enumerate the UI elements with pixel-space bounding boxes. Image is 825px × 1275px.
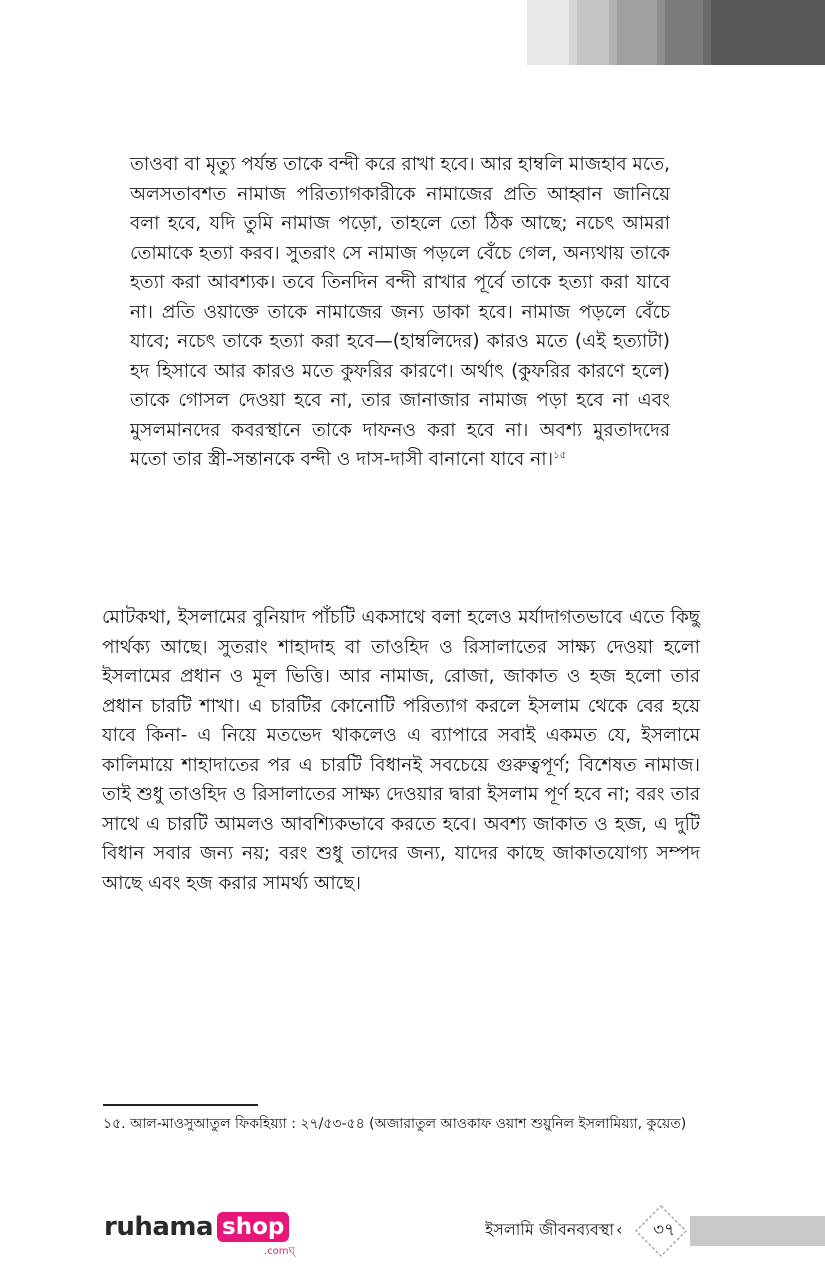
- quoted-passage: [130, 150, 670, 475]
- footnote-divider: [103, 1104, 258, 1106]
- stripe: [657, 0, 665, 65]
- footer-bar: [690, 1216, 825, 1246]
- stripe: [609, 0, 617, 65]
- stripe: [617, 0, 657, 65]
- footnote-ref[interactable]: ১৫: [553, 449, 567, 461]
- stripe: [711, 0, 825, 65]
- body-text: [102, 603, 700, 898]
- stripe: [577, 0, 609, 65]
- stripe: [569, 0, 577, 65]
- body-paragraph: মোটকথা, ইসলামের বুনিয়াদ পাঁচটি একসাথে বলা হলেও মর্যাদাগতভাবে এতে কিছু পার্থক্য আছে। সুতরাং শাহাদাহ বা তাওহিদ ও রিসালাতের সাক্ষ্য দেওয়া হলো ইসলামের প্রধান ও মূল ভিত্তি। আর নামাজ, রোজা, জাকাত ও হজ হলো তার প্রধান চারটি শাখা। এ চারটির কোনোটি পরিত্যাগ করলে ইসলাম থেকে বের হয়ে যাবে কিনা- এ নিয়ে মতভেদ থাকলেও এ ব্যাপারে সবাই একমত যে, ইসলামে কালিমায়ে শাহাদাতের পর এ চারটি বিধানই সবচেয়ে গুরুত্বপূর্ণ; বিশেষত নামাজ। তাই শুধু তাওহিদ ও রিসালাতের সাক্ষ্য দেওয়ার দ্বারা ইসলাম পূর্ণ হবে না; বরং তার সাথে এ চারটি আমলও আবশ্যিকভাবে করতে হবে। অবশ্য জাকাত ও হজ, এ দুটি বিধান সবার জন্য নয়; বরং শুধু তাদের জন্য, যাদের কাছে জাকাতযোগ্য সম্পদ আছে এবং হজ করার সামর্থ্য আছে।: [102, 607, 700, 894]
- stripe: [703, 0, 711, 65]
- stripe: [527, 0, 569, 65]
- logo-word: ruhama: [104, 1212, 214, 1242]
- stripe: [665, 0, 703, 65]
- logo-shop-badge: shop: [217, 1212, 289, 1242]
- quote-paragraph: তাওবা বা মৃত্যু পর্যন্ত তাকে বন্দী করে রাখা হবে। আর হাম্বলি মাজহাব মতে, অলসতাবশত নামাজ পরিত্যাগকারীকে নামাজের প্রতি আহ্বান জানিয়ে বলা হবে, যদি তুমি নামাজ পড়ো, তাহলে তো ঠিক আছে; নচেৎ আমরা তোমাকে হত্যা করব। সুতরাং সে নামাজ পড়লে বেঁচে গেল, অন্যথায় তাকে হত্যা করা আবশ্যক। তবে তিনদিন বন্দী রাখার পূর্বে তাকে হত্যা করা যাবে না। প্রতি ওয়াক্তে তাকে নামাজের জন্য ডাকা হবে। নামাজ পড়লে বেঁচে যাবে; নচেৎ তাকে হত্যা করা হবে—(হাম্বলিদের) কারও মতে (এই হত্যাটা) হদ হিসাবে আর কারও মতে কুফরির কারণে। অর্থাৎ (কুফরির কারণে হলে) তাকে গোসল দেওয়া হবে না, তার জানাজার নামাজ পড়া হবে না এবং মুসলমানদের কবরস্থানে তাকে দাফনও করা হবে না। অবশ্য মুরতাদদের মতো তার স্ত্রী-সন্তানকে বন্দী ও দাস-দাসী বানানো যাবে না।$^{১৫}$: [130, 154, 670, 470]
- header-decoration-stripes: [527, 0, 825, 65]
- running-title: ইসলামি জীবনব্যবস্থা: [484, 1220, 614, 1239]
- chevron-left-icon: ‹: [616, 1220, 623, 1239]
- footnote: [103, 1112, 700, 1136]
- logo-domain: .comঘ্: [264, 1246, 295, 1257]
- footnote-text: ১৫. আল-মাওসুআতুল ফিকহিয়্যা : ২৭/৫৩-৫৪ (অজারাতুল আওকাফ ওয়াশ শুয়ুনিল ইসলামিয়্যা, কুয়েত): [103, 1116, 687, 1132]
- page-number: ৩৭: [652, 1220, 676, 1240]
